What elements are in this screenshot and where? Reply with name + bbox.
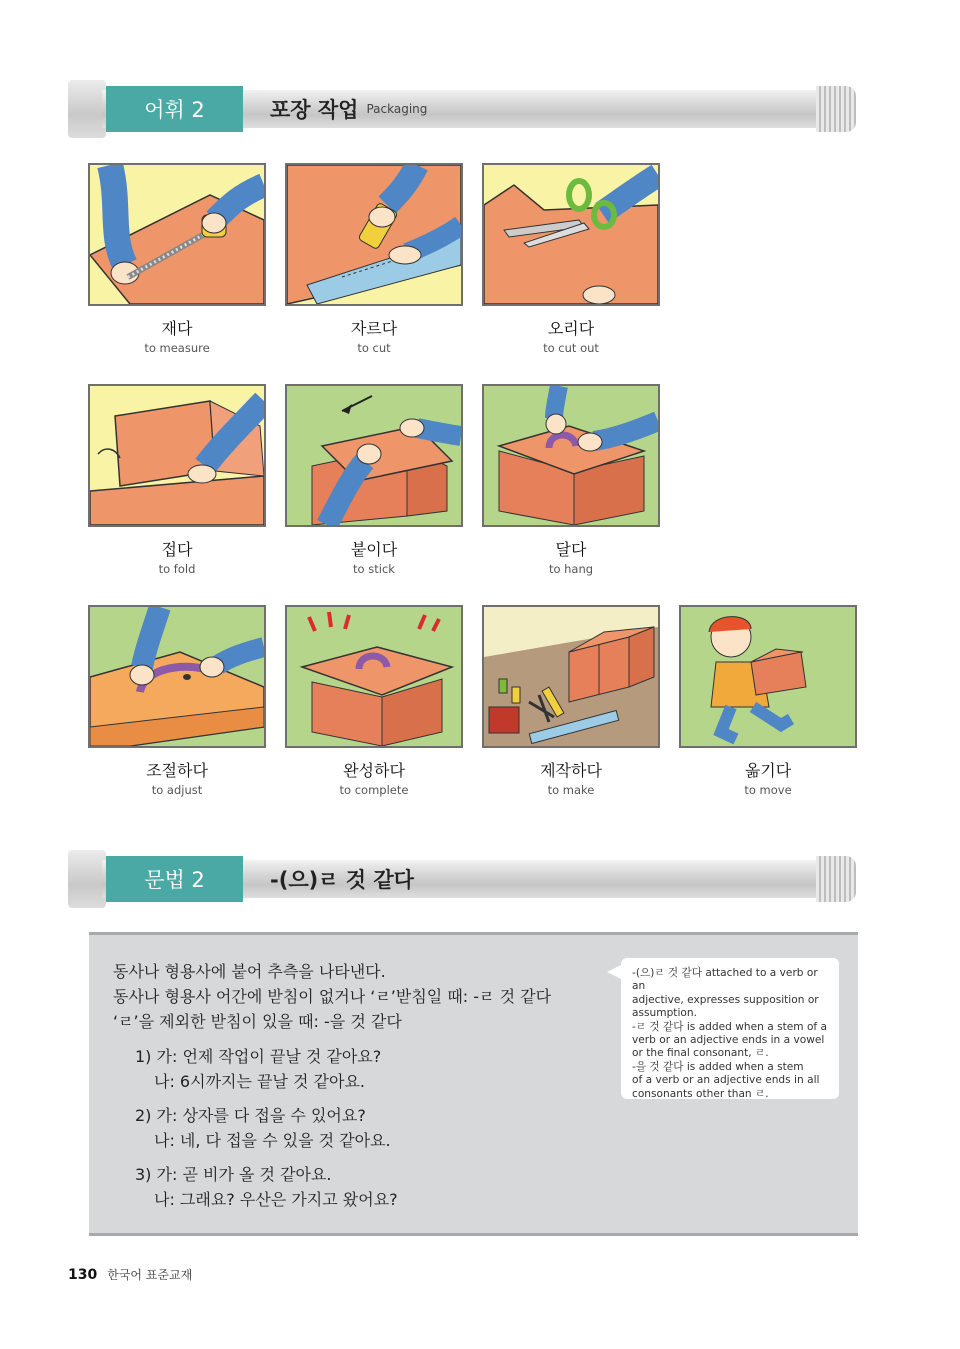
measure-illustration — [88, 163, 266, 306]
bolt-thread-icon — [816, 86, 856, 132]
cut-illustration — [285, 163, 463, 306]
vocab-card — [679, 605, 857, 797]
vocab-word-en: to fold — [158, 562, 196, 576]
note-line: consonants other than ㄹ. — [632, 1087, 769, 1100]
vocab-word-en: to make — [547, 783, 595, 797]
vocab-card — [88, 163, 266, 355]
vocab-word-en: to stick — [353, 562, 395, 576]
vocab-word-en: to move — [744, 783, 792, 797]
vocab-card — [482, 605, 660, 797]
bolt-thread-icon — [816, 856, 856, 902]
vocab-card — [285, 605, 463, 797]
vocab-card — [482, 163, 660, 355]
grammar-pattern-title: -(으)ㄹ 것 같다 — [270, 868, 414, 892]
vocab-word-ko: 붙이다 — [350, 540, 398, 559]
vocab-word-ko: 접다 — [161, 540, 193, 559]
vocab-word-ko: 오리다 — [547, 319, 595, 338]
note-line: of a verb or an adjective ends in all — [632, 1074, 820, 1087]
grammar-rule: 동사나 형용사에 붙어 추측을 나타낸다. — [113, 962, 386, 981]
move-illustration — [679, 605, 857, 748]
vocab-section-header — [68, 86, 860, 132]
bolt-head-icon — [68, 80, 106, 138]
vocab-word-ko: 옮기다 — [744, 761, 792, 780]
section-title-ko: 포장 작업 — [270, 98, 359, 122]
vocab-word-en: to cut out — [543, 341, 599, 355]
section-tag: 어휘 2 — [106, 86, 243, 132]
vocab-word-ko: 조절하다 — [146, 761, 208, 780]
example-question: 1) 가: 언제 작업이 끝날 것 같아요? — [135, 1047, 382, 1066]
vocab-word-ko: 자르다 — [350, 319, 398, 338]
complete-illustration — [285, 605, 463, 748]
scissors-illustration — [482, 163, 660, 306]
grammar-rule: 동사나 형용사 어간에 받침이 없거나 ‘ㄹ’받침일 때: -ㄹ 것 같다 — [113, 987, 552, 1006]
vocab-word-ko: 완성하다 — [343, 761, 405, 780]
vocab-card — [285, 384, 463, 576]
make-illustration — [482, 605, 660, 748]
note-line: -ㄹ 것 같다 is added when a stem of a — [632, 1020, 828, 1033]
note-line: -을 것 같다 is added when a stem — [632, 1060, 804, 1073]
english-note-bubble — [621, 958, 839, 1099]
vocab-card — [88, 384, 266, 576]
note-line: or the final consonant, ㄹ. — [632, 1047, 769, 1060]
grammar-section-header — [68, 856, 860, 902]
vocab-word-en: to measure — [144, 341, 210, 355]
note-line: assumption. — [632, 1007, 697, 1020]
fold-illustration — [88, 384, 266, 527]
vocab-word-ko: 달다 — [555, 540, 587, 559]
page-number: 130 — [68, 1267, 98, 1283]
adjust-illustration — [88, 605, 266, 748]
speech-bubble-tail-icon — [607, 964, 623, 980]
section-tag: 문법 2 — [106, 856, 243, 902]
stick-illustration — [285, 384, 463, 527]
example-question: 3) 가: 곧 비가 올 것 같아요. — [135, 1165, 332, 1184]
vocab-word-ko: 재다 — [161, 319, 193, 338]
page-footer — [68, 1266, 192, 1283]
bolt-head-icon — [68, 850, 106, 908]
example-question: 2) 가: 상자를 다 접을 수 있어요? — [135, 1106, 366, 1125]
vocab-word-en: to complete — [339, 783, 409, 797]
section-title-en: Packaging — [366, 102, 428, 116]
book-title: 한국어 표준교재 — [107, 1268, 193, 1282]
vocab-card — [482, 384, 660, 576]
note-line: adjective, expresses supposition or — [632, 993, 819, 1006]
vocab-word-ko: 제작하다 — [540, 761, 602, 780]
note-line: -(으)ㄹ 것 같다 attached to a verb or an — [632, 967, 818, 993]
section-title — [270, 856, 414, 902]
hang-illustration — [482, 384, 660, 527]
note-line: verb or an adjective ends in a vowel — [632, 1034, 825, 1047]
example-answer: 나: 그래요? 우산은 가지고 왔어요? — [154, 1190, 398, 1209]
grammar-rule: ‘ㄹ’을 제외한 받침이 있을 때: -을 것 같다 — [113, 1012, 402, 1031]
vocab-word-en: to hang — [548, 562, 594, 576]
vocab-card — [285, 163, 463, 355]
section-title — [270, 86, 427, 132]
vocab-word-en: to cut — [357, 341, 391, 355]
vocab-word-en: to adjust — [151, 783, 203, 797]
vocab-card — [88, 605, 266, 797]
example-answer: 나: 6시까지는 끝날 것 같아요. — [154, 1072, 366, 1091]
example-answer: 나: 네, 다 접을 수 있을 것 같아요. — [154, 1131, 391, 1150]
